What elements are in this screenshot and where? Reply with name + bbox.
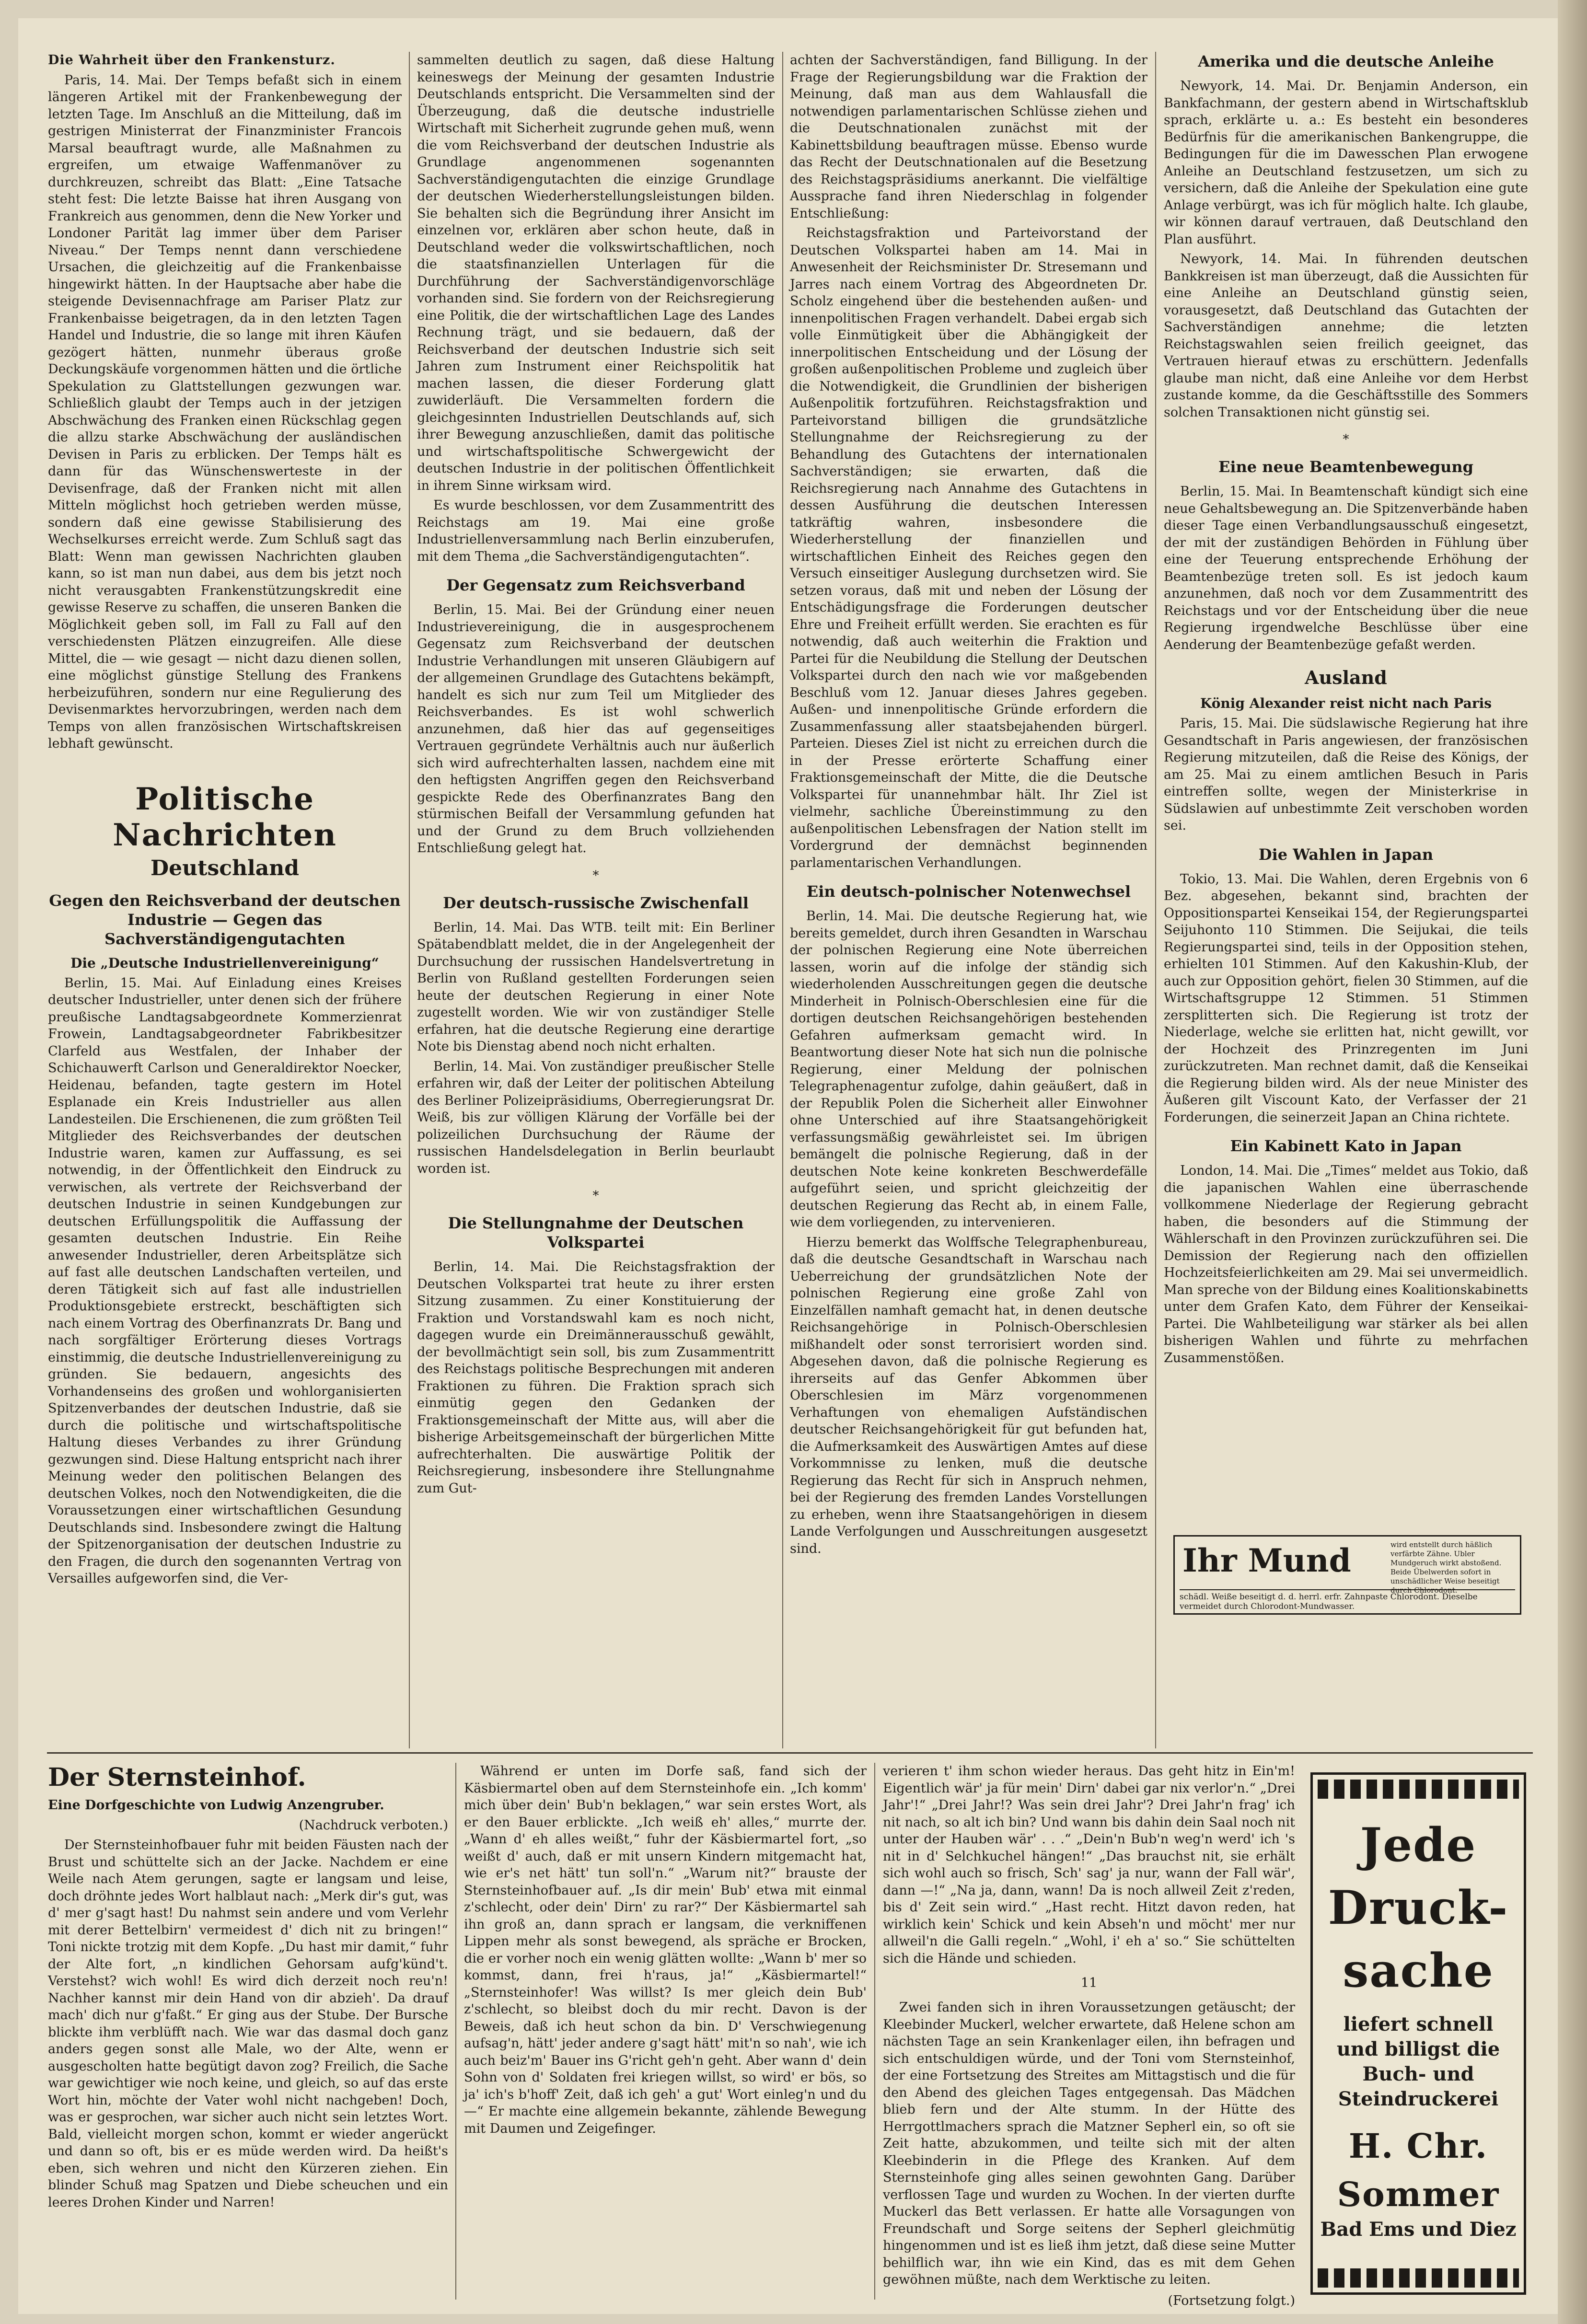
serial-continuation: (Fortsetzung folgt.) <box>1168 2293 1295 2308</box>
ad-side-text: wird entstellt durch häßlich verfärbte Zähne. Ubler Mundgeruch wirkt abstoßend. Beide Übelwerden sofort in unschädlicher Weise beseitigt durch Chlorodont. <box>1390 1540 1502 1595</box>
article-text-amerika-2: Newyork, 14. Mai. In führenden deutschen Bankkreisen ist man überzeugt, daß die Aussichten für eine Anleihe an Deutschland günstig seien, vorausgesetzt, daß Deutschland das Gutachten der Sachverständigen annehme; die letzten Reichstagswahlen seien freilich geeignet, das Vertrauen hierauf etwas zu erschüttern. Jedenfalls glaube man nicht, daß eine Anleihe vor dem Herbst zustande komme, da die Geschäftsstille des Sommers solchen Transaktionen nicht günstig sei. <box>1164 252 1528 420</box>
column-1 <box>48 52 402 1753</box>
article-text-kabinett-kato: London, 14. Mai. Die „Times“ meldet aus Tokio, daß die japanischen Wahlen eine überraschende vollkommene Niederlage der Regierung gebracht haben, die besonders auf die Stimmung der Wählerschaft in den Provinzen zurückzuführen sei. Die Demission der Regierung nach den offiziellen Hochzeitsfeierlichkeiten am 29. Mai sei unvermeidlich. Man spreche von der Bildung eines Koalitionskabinetts unter dem Grafen Kato, dem Führer der Kenseikai-Partei. Die Wahlbeteiligung war stärker als bei allen bisherigen Wahlen und führte zu mehrfachen Zusammenstößen. <box>1164 1163 1528 1365</box>
ad-ornament-bottom <box>1318 2268 1519 2288</box>
ad-ornament-top <box>1318 1780 1519 1799</box>
article-text-koenig-alexander: Paris, 15. Mai. Die südslawische Regierung hat ihre Gesandtschaft in Paris angewiesen, der französischen Regierung mitzuteilen, daß die Reise des Königs, der am 25. Mai zu einem amtlichen Besuch in Paris eintreffen sollte, wegen der Ministerkrise in Südslawien auf unbestimmte Zeit verschoben worden sei. <box>1164 716 1528 833</box>
headline-notenwechsel: Ein deutsch-polnischer Notenwechsel <box>806 882 1131 901</box>
column-4 <box>1164 52 1528 1518</box>
article-text-volkspartei: Berlin, 14. Mai. Die Reichstagsfraktion der Deutschen Volkspartei trat heute zu ihrer ersten Sitzung zusammen. Zu einer Konstituierung der Fraktion und Vorstandswahl kam es noch nicht, dagegen wurde ein Dreimännerausschuß gewählt, der bevollmächtigt sein soll, bis zum Zusammentritt des Reichstags politische Besprechungen mit anderen Fraktionen zu führen. Die Fraktion sprach sich einmütig gegen den Gedanken der Fraktionsgemeinschaft der Mitte aus, will aber die bisherige Arbeitsgemeinschaft der bürgerlichen Mitte aufrechterhalten. Die auswärtige Politik der Reichsregierung, insbesondere ihre Stellungnahme zum Gut- <box>417 1260 775 1496</box>
headline-industriellenvereinigung: Die „Deutsche Industriellenvereinigung“ <box>70 955 379 971</box>
serial-text-1: Der Sternsteinhofbauer fuhr mit beiden Fäusten nach der Brust und schüttelte sich an der Jacke. Nachdem er eine Weile nach Atem gerungen, sagte er langsam und leise, doch dröhnte jedes Wort halblaut nach: „Merk dir's gut, was d' mer g'sagt hast! Du nahmst sein andere und vom Verlehr mit derer Bettelbirn' vermeidest d' dich nit zu bringen!“ Toni nickte trotzig mit dem Kopfe. „Du hast mir damit,“ fuhr der Alte fort, „n kindlichen Gehorsam aufg'künd't. Verstehst? wich wohl! Es wird dich derzeit noch reu'n! Nachher kannst mir dein Hand von dir abzieh'. Da drauf mach' dich nur g'faßt.“ Er ging aus der Stube. Der Bursche blickte ihm verblüfft nach. Wie war das dasmal doch ganz anders gegen sonst alle Male, wo der Alte, wenn er ausgescholten hatte begütigt davon zog? Freilich, die Sache war gewichtiger wie noch keine, und gleich, so auf das erste Wort hin, möchte der Vater wohl nicht nachgeben! Doch, was er gesprochen, war sicher auch nicht sein letztes Wort. Bald, vielleicht morgen schon, kommt er wieder angerückt und dann so oft, bis er es müde werden wird. Da heißt's eben, sich wehren und nicht den Kürzeren ziehen. Ein blinder Schuß mag Spatzen und Diebe scheuchen und ein leeres Drohen Kinder und Narren! <box>48 1838 448 2210</box>
headline-beamtenbewegung: Eine neue Beamtenbewegung <box>1218 458 1474 476</box>
ad-line-druck: Druck- <box>1328 1881 1509 1935</box>
headline-amerika-anleihe: Amerika und die deutsche Anleihe <box>1198 52 1494 70</box>
headline-gegensatz: Der Gegensatz zum Reichsverband <box>446 576 745 594</box>
headline-zwischenfall: Der deutsch-russische Zwischenfall <box>443 893 749 912</box>
serial-chapter-number: 11 <box>1080 1976 1098 1990</box>
headline-reichsverband: Gegen den Reichsverband der deutschen Industrie — Gegen das Sachverständigengutachten <box>49 891 401 948</box>
article-text-industriellenvereinigung: Berlin, 15. Mai. Auf Einladung eines Kreises deutscher Industrieller, unter denen sich der frühere preußische Landtagsabgeordnete Kommerzienrat Frowein, Landtagsabgeordneter Fabrikbesitzer Clarfeld aus Westfalen, der Inhaber der Schichauwerft Carlson und Generaldirektor Noecker, Heidenau, befanden, tagte gestern im Hotel Esplanade ein Kreis Industrieller aus allen Landesteilen. Die Erschienenen, die zum größten Teil Mitglieder des Reichsverbandes der deutschen Industrie waren, kamen zur Auffassung, es sei notwendig, in der Öffentlichkeit den Eindruck zu verwischen, als vertrete der Reichsverband der deutschen Industrie in seinen Kundgebungen zur deutschen Erfüllungspolitik die Auffassung der gesamten deutschen Industrie. Ein Reihe anwesender Industrieller, deren Arbeitsplätze sich auf fast alle deutschen Landschaften verteilen, und deren Tätigkeit sich auf fast alle industriellen Produktionsgebiete erstreckt, beschäftigten sich nach einem Vortrag des Oberfinanzrats Dr. Bang und nach sorgfältiger Erörterung dieses Vortrags einstimmig, die deutsche Industriellenvereinigung zu gründen. Sie bedauern, angesichts des Vorhandenseins des großen und wohlorganisierten Spitzenverbandes der deutschen Industrie, daß sie durch die politische und wirtschaftspolitische Haltung dieses Verbandes zu ihrer Gründung gezwungen sind. Diese Haltung entspricht nach ihrer Meinung weder den politischen Belangen des deutschen Volkes, noch den Notwendigkeiten, die die Voraussetzungen einer wirtschaftlichen Gesundung Deutschlands sind. Insbesondere zwingt die Haltung der Spitzenorganisation der deutschen Industrie zu den Fragen, die durch den sogenannten Vertrag von Versailles aufgeworfen sind, die Ver- <box>48 975 402 1586</box>
column-divider-serial-1 <box>455 1763 456 2300</box>
serial-column-3 <box>883 1763 1295 2308</box>
article-text-notenwechsel: Berlin, 14. Mai. Die deutsche Regierung hat, wie bereits gemeldet, durch ihren Gesandten in Warschau der polnischen Regierung eine Note überreichen lassen, worin auf die infolge der ständig sich wiederholenden Ausschreitungen gegen die deutsche Minderheit in Polnisch-Oberschlesien eine für die dortigen deutschen Reichsangehörigen bestehenden Gefahren aufmerksam gemacht wird. In Beantwortung dieser Note hat sich nun die polnische Regierung, einer Meldung der polnischen Telegraphenagentur zufolge, dahin geäußert, daß in der Republik Polen die Sicherheit aller Einwohner ohne Unterschied auf ihre Staatsangehörigkeit verfassungsmäßig gewährleistet sei. Im übrigen bemängelt die polnische Regierung, daß in der deutschen Note keine konkreten Beschwerdefälle aufgeführt seien, und spricht gleichzeitig der deutschen Regierung das Recht ab, in einem Falle, wie dem vorliegenden, zu intervenieren. <box>790 909 1147 1230</box>
ad-line-jede: Jede <box>1360 1818 1477 1872</box>
article-text-versammlung: Es wurde beschlossen, vor dem Zusammentritt des Reichstags am 19. Mai eine große Industriellenversammlung nach Berlin einzuberufen, mit dem Thema „die Sachverständigengutachten“. <box>417 498 775 564</box>
article-text-continued-3: achten der Sachverständigen, fand Billigung. In der Frage der Regierungsbildung war die Fraktion der Meinung, daß man aus dem Wahlausfall die notwendigen parlamentarischen Schlüsse ziehen und die Deutschnationalen zunächst mit der Kabinettsbildung beauftragen müsse. Ebenso wurde das Recht der Deutschnationalen auf die Besetzung des Reichstagspräsidiums anerkannt. Die vielfältige Aussprache fand ihren Niederschlag in folgender Entschließung: <box>790 53 1147 221</box>
advertisement-druckerei <box>1310 1772 1526 2295</box>
article-text-beamtenbewegung: Berlin, 15. Mai. In Beamtenschaft kündigt sich eine neue Gehaltsbewegung an. Die Spitzenverbände haben dieser Tage einen Verbandlungsausschuß eingesetzt, der mit der zuständigen Behörden in Fühlung über eine der Teuerung entsprechende Erhöhung der Beamtenbezüge treten soll. Es ist jedoch kaum anzunehmen, daß noch vor dem Zusammentritt des Reichstags und vor der Entscheidung über die neue Regierung irgendwelche Beschlüsse über eine Aenderung der Beamtenbezüge gefaßt werden. <box>1164 484 1528 652</box>
ad-line-sache: sache <box>1343 1943 1494 1998</box>
serial-text-4: Zwei fanden sich in ihren Voraussetzungen getäuscht; der Kleebinder Muckerl, welcher erwartete, daß Helene schon am nächsten Tage an sein Krankenlager eilen, ihn befragen und sich entschuldigen würde, und der Toni vom Sternsteinhof, der eine Fortsetzung des Streites am Mittagstisch und die für den Abend des gleichen Tages entgegensah. Das Mädchen blieb fern und der Alte stumm. In der Hütte des Herrgottlmachers sprach die Matzner Sepherl ein, so oft sie Zeit hatte, abzukommen, und teilte sich mit der alten Kleebinderin in die Pflege des Kranken. Auf dem Sternsteinhofe ging alles seinen gewohnten Gang. Darüber verflossen Tage und wurden zu Wochen. In der vierten durfte Muckerl das Bett verlassen. Er hatte alle Vorsagungen von Freundschaft und Sorge seitens der Sepherl gleichmütig hingenommen und ist es ließ ihm jetzt, daß diese seine Mutter behilflich war, ihn wie ein Kind, das es mit dem Gehen gewöhnen müßte, nach dem Werktische zu leiten. <box>883 2000 1295 2287</box>
article-text-gegensatz: Berlin, 15. Mai. Bei der Gründung einer neuen Industrievereinigung, die in ausgesprochenem Gegensatz zum Reichsverband der deutschen Industrie Verhandlungen mit unseren Gläubigern auf der allgemeinen Grundlage des Gutachtens bekämpft, handelt es sich nur zum Teil um Mitglieder des Reichsverbandes. Es ist wohl schwerlich anzunehmen, daß hier das auf gegenseitiges Vertrauen gegründete Verhältnis auch nur äußerlich sich wird aufrechterhalten lassen, nachdem eine mit den heftigsten Angriffen gegen den Reichsverband gespickte Rede des Oberfinanzrates Bang den stürmischen Beifall der Versammlung gefunden hat und der Grund zu dem Bruch vollziehenden Entschließung gelegt hat. <box>417 602 775 856</box>
headline-kabinett-kato: Ein Kabinett Kato in Japan <box>1230 1137 1462 1155</box>
section-separator-star: * <box>1343 432 1349 447</box>
headline-volkspartei: Die Stellungnahme der Deutschen Volkspartei <box>448 1214 744 1251</box>
ad-name-2: Sommer <box>1337 2174 1500 2214</box>
serial-text-3: verieren t' ihm schon wieder heraus. Das geht hitz in Ein'm! Eigentlich wär' ja für mein' Dirn' dabei gar nix verlor'n.“ „Drei Jahr'!“ „Drei Jahr!? Was sein drei Jahr'? Drei Jahr'n frag' ich nit nach, so alt ich bin? Und wann bis dahin dein Saal noch nit unter der Hauben wär' . . .“ „Dein'n Bub'n weg'n werd' ich 's nit in d' Selchkuchel hängen!“ „Das brauchst nit, sie erhält sich wohl auch so frisch, Sch' sag' ja nur, wann der Fall wär', dann —!“ „Na ja, dann, wann! Da is noch allweil Zeit z'reden, bis d' Zeit sein wird.“ „Hast recht. Hitzt davon reden, hat wirklich kein' Schick und kein Abseh'n und möcht' mer nur allweil'n die Galli regeln.“ „Wohl, i' eh a' so.“ Sie schüttelten sich die Hände und schieden. <box>883 1764 1295 1966</box>
section-separator-star: * <box>592 1189 599 1203</box>
column-2 <box>417 52 775 1753</box>
ad-headline-ihr-mund: Ihr Mund <box>1182 1542 1351 1579</box>
article-text-notenwechsel-2: Hierzu bemerkt das Wolffsche Telegraphenbureau, daß die deutsche Gesandtschaft in Warschau nach Ueberreichung der grundsätzlichen Note der polnischen Regierung eine große Zahl von Einzelfällen namhaft gemacht hat, in denen deutsche Reichsangehörige in Polnisch-Oberschlesien mißhandelt oder sonst terrorisiert worden sind. Abgesehen davon, daß die polnische Regierung es ihrerseits auf das Genfer Abkommen über Oberschlesien im März vorgenommenen Verhaftungen von ehemaligen Aufständischen deutscher Reichsangehörigkeit für gut befunden hat, die Aufmerksamkeit des Auswärtigen Amtes auf diese Vorkommnisse zu lenken, muß die deutsche Regierung das Recht für sich in Anspruch nehmen, bei der Regierung des fremden Landes Vorstellungen zu erheben, wenn ihre Staatsangehörigen in diesem Lande Verfolgungen und Ausschreitungen ausgesetzt sind. <box>790 1235 1147 1556</box>
serial-text-2: Während er unten im Dorfe saß, fand sich der Käsbiermartel oben auf dem Sternsteinhofe ein. „Ich komm' mich über dein' Bub'n beklagen,“ war sein erstes Wort, als er den Bauer erblickte. „Ich weiß eh' alles,“ murrte der. „Wann d' eh alles weißt,“ fuhr der Käsbiermartel fort, „so weißt d' auch, daß er mit unsern Kindern mitgemacht hat, wie er's net hätt' tun soll'n.“ „Warum nit?“ brauste der Sternsteinhofbauer auf. „Is dir mein' Bub' etwa mit einmal z'schlecht, oder dein' Dirn' zu rar?“ Der Käsbiermartel sah ihn groß an, dann sprach er langsam, die verkniffenen Lippen mehr als sonst bewegend, als spräche er Brocken, die er vorher noch ein wenig glätten wollte: „Wann b' mer so kommst, dann, frei h'raus, ja!“ „Käsbiermartel!“ „Sternsteinhofer! Was willst? Is mer gleich dein Bub' z'schlecht, so bleibst doch du mir recht. Davon is der Beweis, daß ich heut schon da bin. D' Verschwiegenung aufsag'n, hätt' jeder andere g'sagt hätt' mit'n so nah', wie ich auch beiz'm' Bauer ins G'richt geh'n geht. Aber wann d' dein Sohn von d' Soldaten frei kriegen willst, so wird' er bös, so ja' ich's b'hoff' Zeit, daß ich geh' a gut' Wort einleg'n und du —“ Er machte eine allgemein bekannte, zählende Bewegung mit Daumen und Zeigefinger. <box>464 1764 867 2136</box>
article-text-zwischenfall: Berlin, 14. Mai. Das WTB. teilt mit: Ein Berliner Spätabendblatt meldet, die in der Angelegenheit der Durchsuchung der russischen Handelsvertretung in Berlin von Rußland gestellten Forderungen seien heute der deutschen Regierung in einer Note zugestellt worden. Wie wir von zuständiger Stelle erfahren, hat die deutsche Regierung eine derartige Note bis Dienstag abend noch nicht erhalten. <box>417 920 775 1054</box>
ad-place: Bad Ems und Diez <box>1320 2218 1517 2241</box>
article-title-frankensturz: Die Wahrheit über den Frankensturz. <box>48 53 336 68</box>
section-separator-star: * <box>592 868 599 883</box>
newspaper-page <box>18 18 1558 2314</box>
serial-title: Der Sternsteinhof. <box>48 1763 306 1792</box>
ad-body-text: liefert schnell und billigst die Buch- und Steindruckerei <box>1336 2013 1500 2110</box>
article-text-wahlen-japan: Tokio, 13. Mai. Die Wahlen, deren Ergebnis von 6 Bez. abgesehen, bekannt sind, brachten der Oppositionspartei Kenseikai 154, der Regierungspartei Seijuhonto 110 Stimmen. Die Seijukai, die teils Regierungspartei sind, teils in der Opposition stehen, erhielten 101 Stimmen. Auf den Kakushin-Klub, der auch zur Opposition gehört, fielen 30 Stimmen, auf die Wirtschaftsgruppe 12 Stimmen. 51 Stimmen zersplitterten sich. Die Regierung ist trotz der Niederlage, welche sie erlitten hat, nicht gewillt, vor der Hochzeit des Prinzregenten im Juni zurückzutreten. Man rechnet damit, daß die Kenseikai die Regierung bilden wird. Als der neue Minister des Äußeren gilt Viscount Kato, der Verfasser der 21 Forderungen, die seinerzeit Japan an China richtete. <box>1164 871 1528 1125</box>
article-text-zwischenfall-2: Berlin, 14. Mai. Von zuständiger preußischer Stelle erfahren wir, daß der Leiter der politischen Abteilung des Berliner Polizeipräsidiums, Oberregierungsrat Dr. Weiß, bis zur völligen Klärung der Vorfälle bei der polizeilichen Durchsuchung der Räume der russischen Handelsdelegation in Berlin beurlaubt worden ist. <box>417 1059 775 1176</box>
article-text-entschliessung: Reichstagsfraktion und Parteivorstand der Deutschen Volkspartei haben am 14. Mai in Anwesenheit der Reichsminister Dr. Stresemann und Jarres nach einem Vortrag des Abgeordneten Dr. Scholz eingehend über die bestehenden außen- und innenpolitischen Fragen verhandelt. Dabei ergab sich volle Einmütigkeit über die Abhängigkeit der innerpolitischen Entscheidung und der Lösung der großen außenpolitischen Probleme und zugleich über die Notwendigkeit, die Grundlinien der bisherigen Außenpolitik fortzuführen. Reichstagsfraktion und Parteivorstand billigen die grundsätzliche Stellungnahme der Reichsregierung zu der Behandlung des Gutachtens der internationalen Sachverständigen; sie erwarten, daß die Reichsregierung nach Annahme des Gutachtens in dessen Ausführung die deutschen Interessen tatkräftig wahren, insbesondere die Wiederherstellung der finanziellen und wirtschaftlichen Einheit des Reiches gegen den Versuch einseitiger Auslegung durchsetzen wird. Sie setzen voraus, daß mit und neben der Lösung der Entschädigungsfrage die Forderungen deutscher Ehre und Freiheit erfüllt werden. Sie erachten es für notwendig, daß auch weiterhin die Fraktion und Partei für die Neubildung die Stellung der Deutschen Volkspartei durch den nach wie vor maßgebenden Beschluß vom 12. Januar dieses Jahres gegeben. Außen- und innenpolitische Gründe erfordern die Zusammenfassung aller staatsbejahenden bürgerl. Parteien. Dieses Ziel ist nicht zu erreichen durch die in der Presse erörterte Schaffung einer Fraktionsgemeinschaft der Mitte, die die Deutsche Volkspartei für unannehmbar hält. Ihr Ziel ist vielmehr, sachliche Übereinstimmung zu den außenpolitischen Lebensfragen der Nation stellt im Vordergrund der demnächst beginnenden parlamentarischen Verhandlungen. <box>790 226 1147 870</box>
headline-koenig-alexander: König Alexander reist nicht nach Paris <box>1200 695 1492 711</box>
serial-column-1 <box>48 1763 448 2300</box>
column-3 <box>790 52 1147 1753</box>
column-divider-serial-2 <box>874 1763 875 2300</box>
serial-column-2 <box>464 1763 867 2300</box>
ad-foot-text: schädl. Weiße beseitigt d. d. herrl. erfr. Zahnpaste Chlorodont. Dieselbe vermeidet durch Chlorodont-Mundwasser. <box>1180 1589 1515 1611</box>
serial-note: (Nachdruck verboten.) <box>299 1817 448 1833</box>
serial-subtitle: Eine Dorfgeschichte von Ludwig Anzengruber. <box>48 1798 384 1813</box>
article-text-frankensturz: Paris, 14. Mai. Der Temps befaßt sich in einem längeren Artikel mit der Frankenbewegung der letzten Tage. Im Anschluß an die Mitteilung, daß im gestrigen Ministerrat der Finanzminister Francois Marsal beauftragt wurde, alle Maßnahmen zu ergreifen, um etwaige Waffenmanöver zu durchkreuzen, schreibt das Blatt: „Eine Tatsache steht fest: Die letzte Baisse hat ihren Ausgang von Frankreich aus genommen, denn die New Yorker und Londoner Parität lag immer über dem Pariser Niveau.“ Der Temps nennt dann verschiedene Ursachen, die gleichzeitig auf die Frankenbaisse hingewirkt hätten. In der Hauptsache aber habe die steigende Devisennachfrage am Pariser Platz zur Frankenbaisse beigetragen, da in den letzten Tagen Handel und Industrie, die so lange mit ihren Käufen gezögert hätten, nunmehr überaus große Deckungskäufe vorgenommen hätten und die örtliche Spekulation zu Glattstellungen gezwungen war. Schließlich glaubt der Temps auch in der jetzigen Abschwächung des Franken einen Rückschlag gegen die allzu starke Abschwächung der ausländischen Devisen in Paris zu erblicken. Der Temps hält es dann für das Wünschenswerteste in der Devisenfrage, daß der Franken nicht mit allen Mitteln möglichst hoch getrieben werden müsse, sondern daß eine gewisse Stabilisierung des Wechselkurses erreicht werde. Zum Schluß sagt das Blatt: Wenn man gewissen Nachrichten glauben kann, so ist man nun dabei, aus dem bis jetzt noch nicht verausgabten Frankenstützungskredit eine gewisse Reserve zu schaffen, die unseren Banken die Möglichkeit geben soll, im Fall zu Fall auf den verschiedensten Plätzen einzugreifen. Alle diese Mittel, die — wie gesagt — nicht dazu dienen sollen, eine möglichst günstige Stellung des Frankens herbeizuführen, sondern nur eine Regulierung des Devisenmarktes hervorzubringen, werden nach dem Temps von allen französischen Wirtschaftskreisen lebhaft gewünscht. <box>48 72 402 751</box>
section-title-political-news: Politische Nachrichten <box>113 781 337 853</box>
section-subtitle-germany: Deutschland <box>151 856 299 880</box>
column-divider-3 <box>1155 52 1156 1748</box>
feuilleton-rule <box>47 1752 1533 1754</box>
advertisement-chlorodont <box>1173 1535 1521 1615</box>
page-edge-shadow <box>1558 0 1587 2324</box>
section-title-ausland: Ausland <box>1305 667 1387 688</box>
headline-wahlen-japan: Die Wahlen in Japan <box>1258 845 1434 864</box>
article-text-amerika: Newyork, 14. Mai. Dr. Benjamin Anderson, ein Bankfachmann, der gestern abend in Wirtschaftsklub sprach, erklärte u. a.: Es besteht ein besonderes Bedürfnis für die amerikanischen Bankengruppe, die Bedingungen für die im Dawesschen Plan erwogene Anleihe an Deutschland festzusetzen, um sich zu versichern, daß die Anleihe der Spekulation eine gute Anlage verbürgt, was ich für möglich halte. Ich glaube, wir können darauf vertrauen, daß Deutschland den Plan ausführt. <box>1164 79 1528 247</box>
column-divider-2 <box>782 52 783 1748</box>
article-text-continued: sammelten deutlich zu sagen, daß diese Haltung keineswegs der Meinung der gesamten Industrie Deutschlands entspricht. Die Versammelten sind der Überzeugung, daß die deutsche industrielle Wirtschaft mit Sicherheit zugrunde gehen muß, wenn die vom Reichsverband der deutschen Industrie als Grundlage angenommenen sogenannten Sachverständigengutachten die einzige Grundlage der deutschen Wiederherstellungsleistungen bilden. Sie behalten sich die Begründung ihrer Ansicht im einzelnen vor, erklären aber schon heute, daß in Deutschland weder die volkswirtschaftlichen, noch die staatsfinanziellen Unterlagen für die Durchführung der Sachverständigenvorschläge vorhanden sind. Sie fordern von der Reichsregierung eine Politik, die der wirtschaftlichen Lage des Landes Rechnung trägt, und sie bedauern, daß der Reichsverband der deutschen Industrie sich seit Jahren zum Instrument einer Reichspolitik hat machen lassen, die dieser Forderung glatt zuwiderläuft. Die Versammelten fordern die gleichgesinnten Industriellen Deutschlands auf, sich ihrer Bewegung anzuschließen, damit das politische und wirtschaftspolitische Schwergewicht der deutschen Industrie in der politischen Öffentlichkeit in ihrem Sinne wirksam wird. <box>417 53 775 493</box>
ad-name-1: H. Chr. <box>1348 2126 1488 2166</box>
column-divider-1 <box>409 52 410 1748</box>
